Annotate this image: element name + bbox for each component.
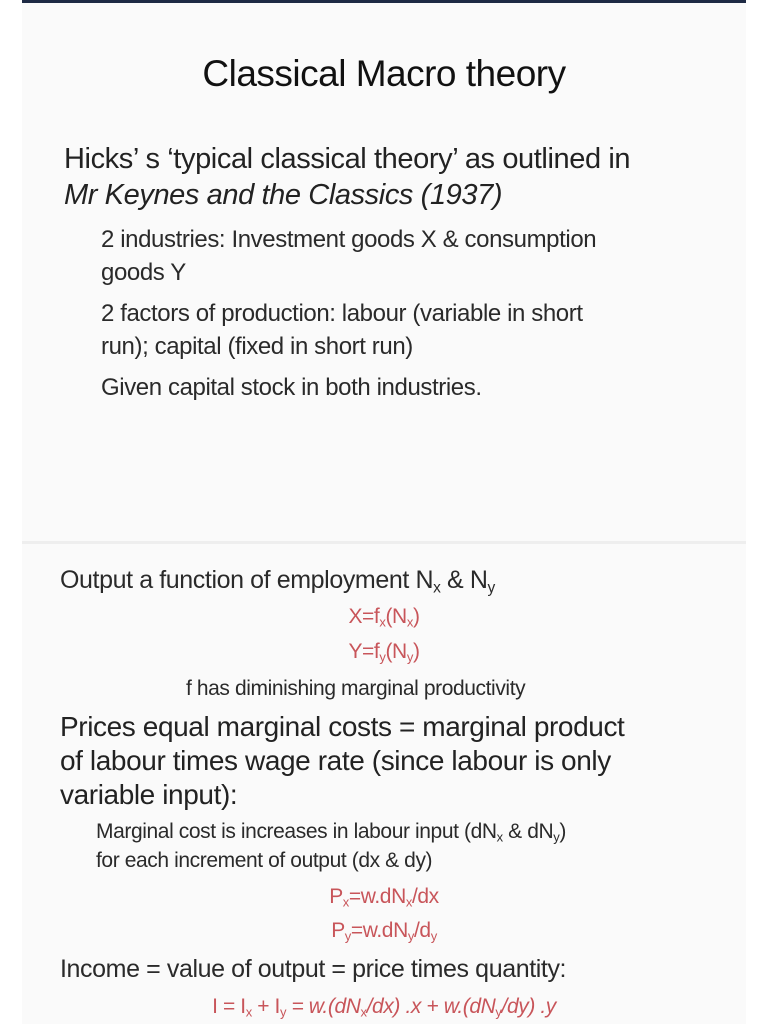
income-equation: $I = I_x + I_y = w.(dN_x/dx) .x + w.(dN_y/dy)$ .y — [212, 995, 556, 1020]
intro-citation: Mr Keynes and the Classics (1937) — [64, 179, 503, 211]
slide-output-function — [22, 544, 746, 1024]
bullet-capital-stock: Given capital stock in both industries. — [101, 374, 482, 401]
output-function-line: Output a function of employment $N_x$ & $N_y$ — [60, 566, 495, 597]
equation-y: $Y=f_y(N_y)$ — [348, 640, 420, 665]
bullet-industries-cont: goods Y — [101, 259, 186, 286]
slide-title: Classical Macro theory — [202, 53, 566, 94]
income-line: Income = value of output = price times quantity: — [60, 955, 567, 983]
bullet-factors: 2 factors of production: labour (variable in short — [101, 300, 583, 327]
bullet-industries: 2 industries: Investment goods X & consumption — [101, 226, 597, 253]
slide-classical-macro — [22, 3, 746, 541]
prices-line-2: of labour times wage rate (since labour is only — [60, 745, 611, 776]
prices-line-3: variable input): — [60, 779, 238, 810]
increment-line: for each increment of output (dx & dy) — [96, 849, 433, 872]
bullet-factors-cont: run); capital (fixed in short run) — [101, 333, 413, 360]
equation-px: $P_x=w.dN_x/dx$ — [329, 885, 439, 910]
intro-line: Hicks’ s ‘typical classical theory’ as outlined in — [64, 143, 631, 175]
marginal-cost-line: Marginal cost is increases in labour input ($dN_x$ & $dN_y$) — [96, 820, 566, 845]
equation-x: $X=f_x(N_x)$ — [348, 605, 420, 630]
prices-line-1: Prices equal marginal costs = marginal product — [60, 711, 625, 742]
diminishing-note: f has diminishing marginal productivity — [186, 677, 526, 700]
equation-py: $P_y=w.dN_y/d_y$ — [331, 919, 437, 944]
